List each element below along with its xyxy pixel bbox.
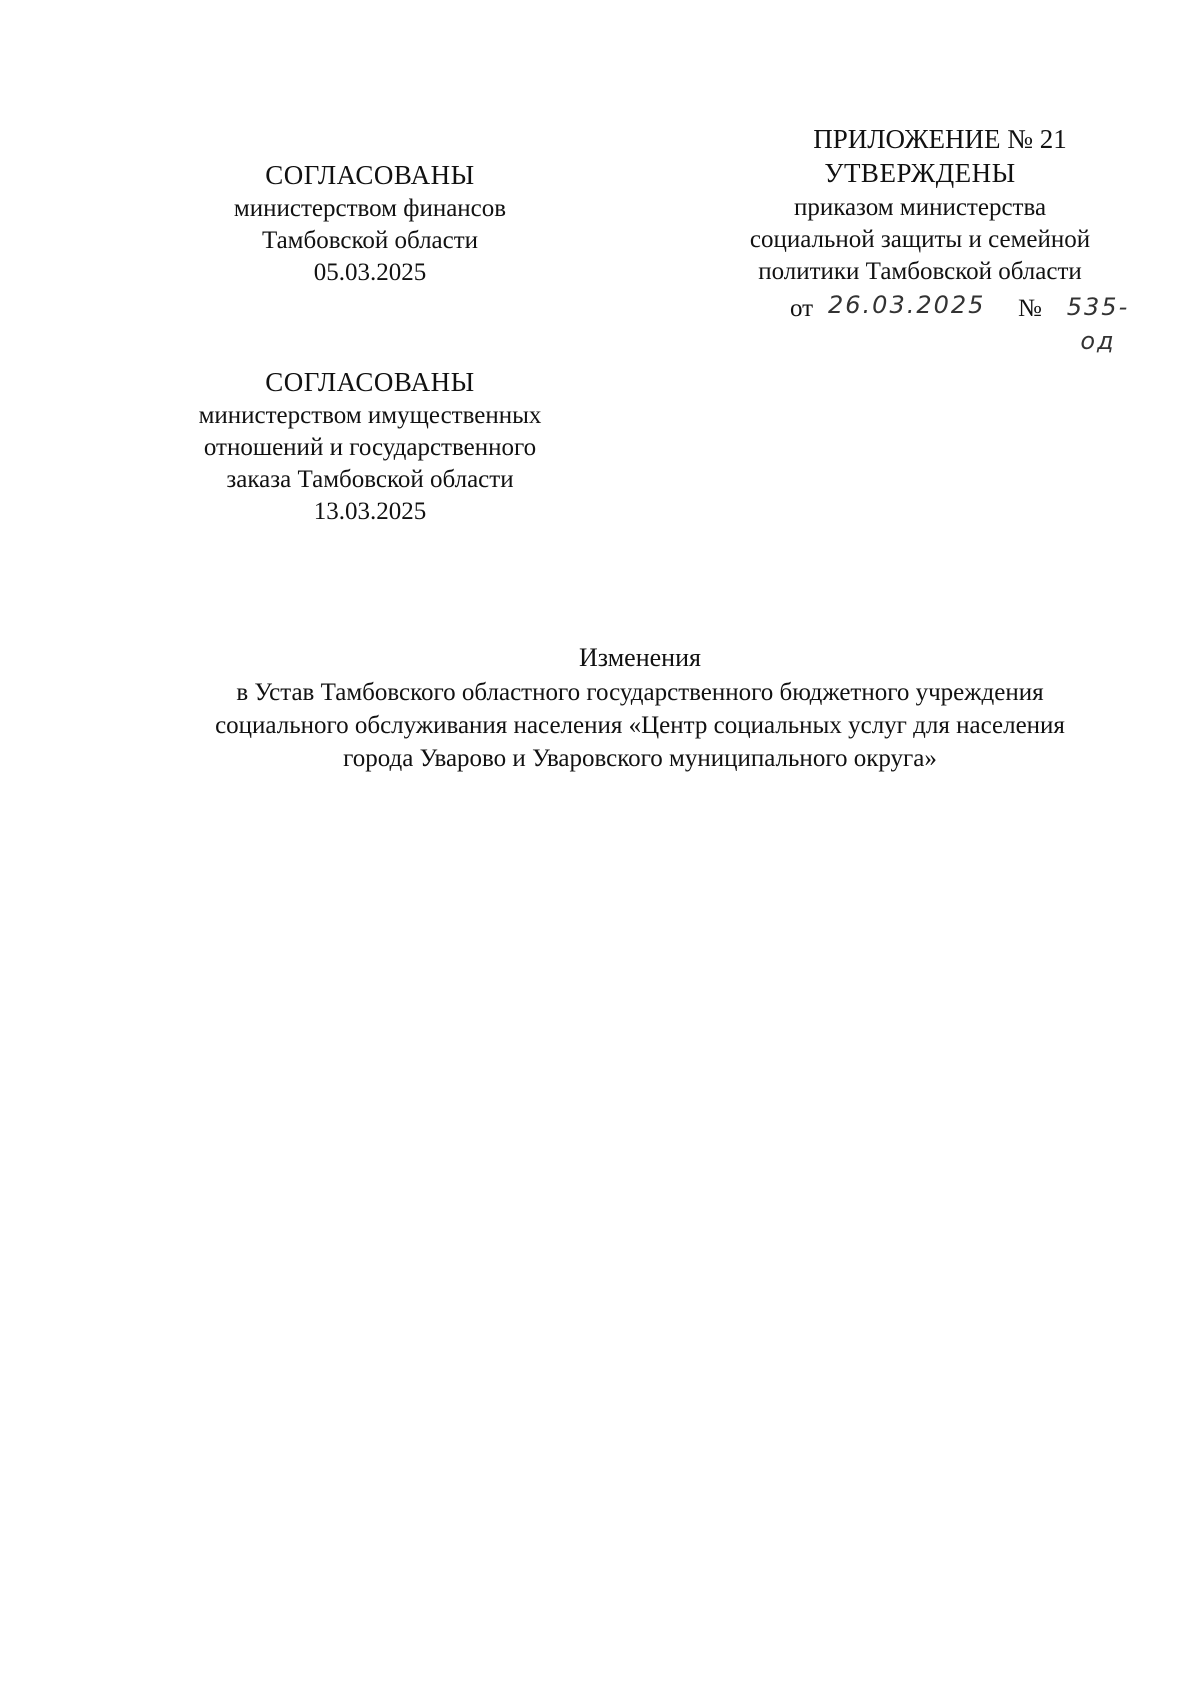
appendix-number: ПРИЛОЖЕНИЕ № 21 bbox=[813, 124, 1067, 154]
approval-line: министерством имущественных bbox=[198, 402, 542, 429]
approval-date: 05.03.2025 bbox=[313, 259, 427, 286]
document-title: Изменения bbox=[579, 643, 701, 672]
appendix-block bbox=[700, 122, 1140, 355]
approval-heading: СОГЛАСОВАНЫ bbox=[265, 160, 475, 190]
document-subtitle-line: в Устав Тамбовского областного государственного бюджетного учреждения bbox=[236, 679, 1044, 706]
appendix-line: социальной защиты и семейной bbox=[749, 226, 1091, 253]
order-date-handwritten: 26.03.2025 bbox=[828, 291, 986, 319]
order-line bbox=[700, 290, 1140, 355]
approval-block-finance bbox=[150, 157, 590, 289]
approval-line: отношений и государственного bbox=[203, 434, 537, 461]
order-number-label: № bbox=[1018, 295, 1042, 322]
document-subtitle-line: города Уварово и Уваровского муниципального округа» bbox=[343, 745, 937, 772]
appendix-line: приказом министерства bbox=[793, 194, 1047, 221]
approval-date: 13.03.2025 bbox=[313, 498, 427, 525]
approval-line: заказа Тамбовской области bbox=[226, 466, 514, 493]
appendix-heading: УТВЕРЖДЕНЫ bbox=[824, 158, 1016, 188]
approval-heading: СОГЛАСОВАНЫ bbox=[265, 367, 475, 397]
approval-line: Тамбовской области bbox=[261, 227, 479, 254]
approval-line: министерством финансов bbox=[233, 195, 507, 222]
document-subtitle-line: социального обслуживания населения «Центр социальных услуг для населения bbox=[215, 712, 1065, 739]
order-number-handwritten: 535-од bbox=[1066, 293, 1130, 355]
document-title-block bbox=[120, 640, 1160, 775]
approval-block-property bbox=[150, 364, 590, 528]
appendix-line: политики Тамбовской области bbox=[758, 258, 1082, 285]
order-from-label: от bbox=[790, 295, 814, 322]
